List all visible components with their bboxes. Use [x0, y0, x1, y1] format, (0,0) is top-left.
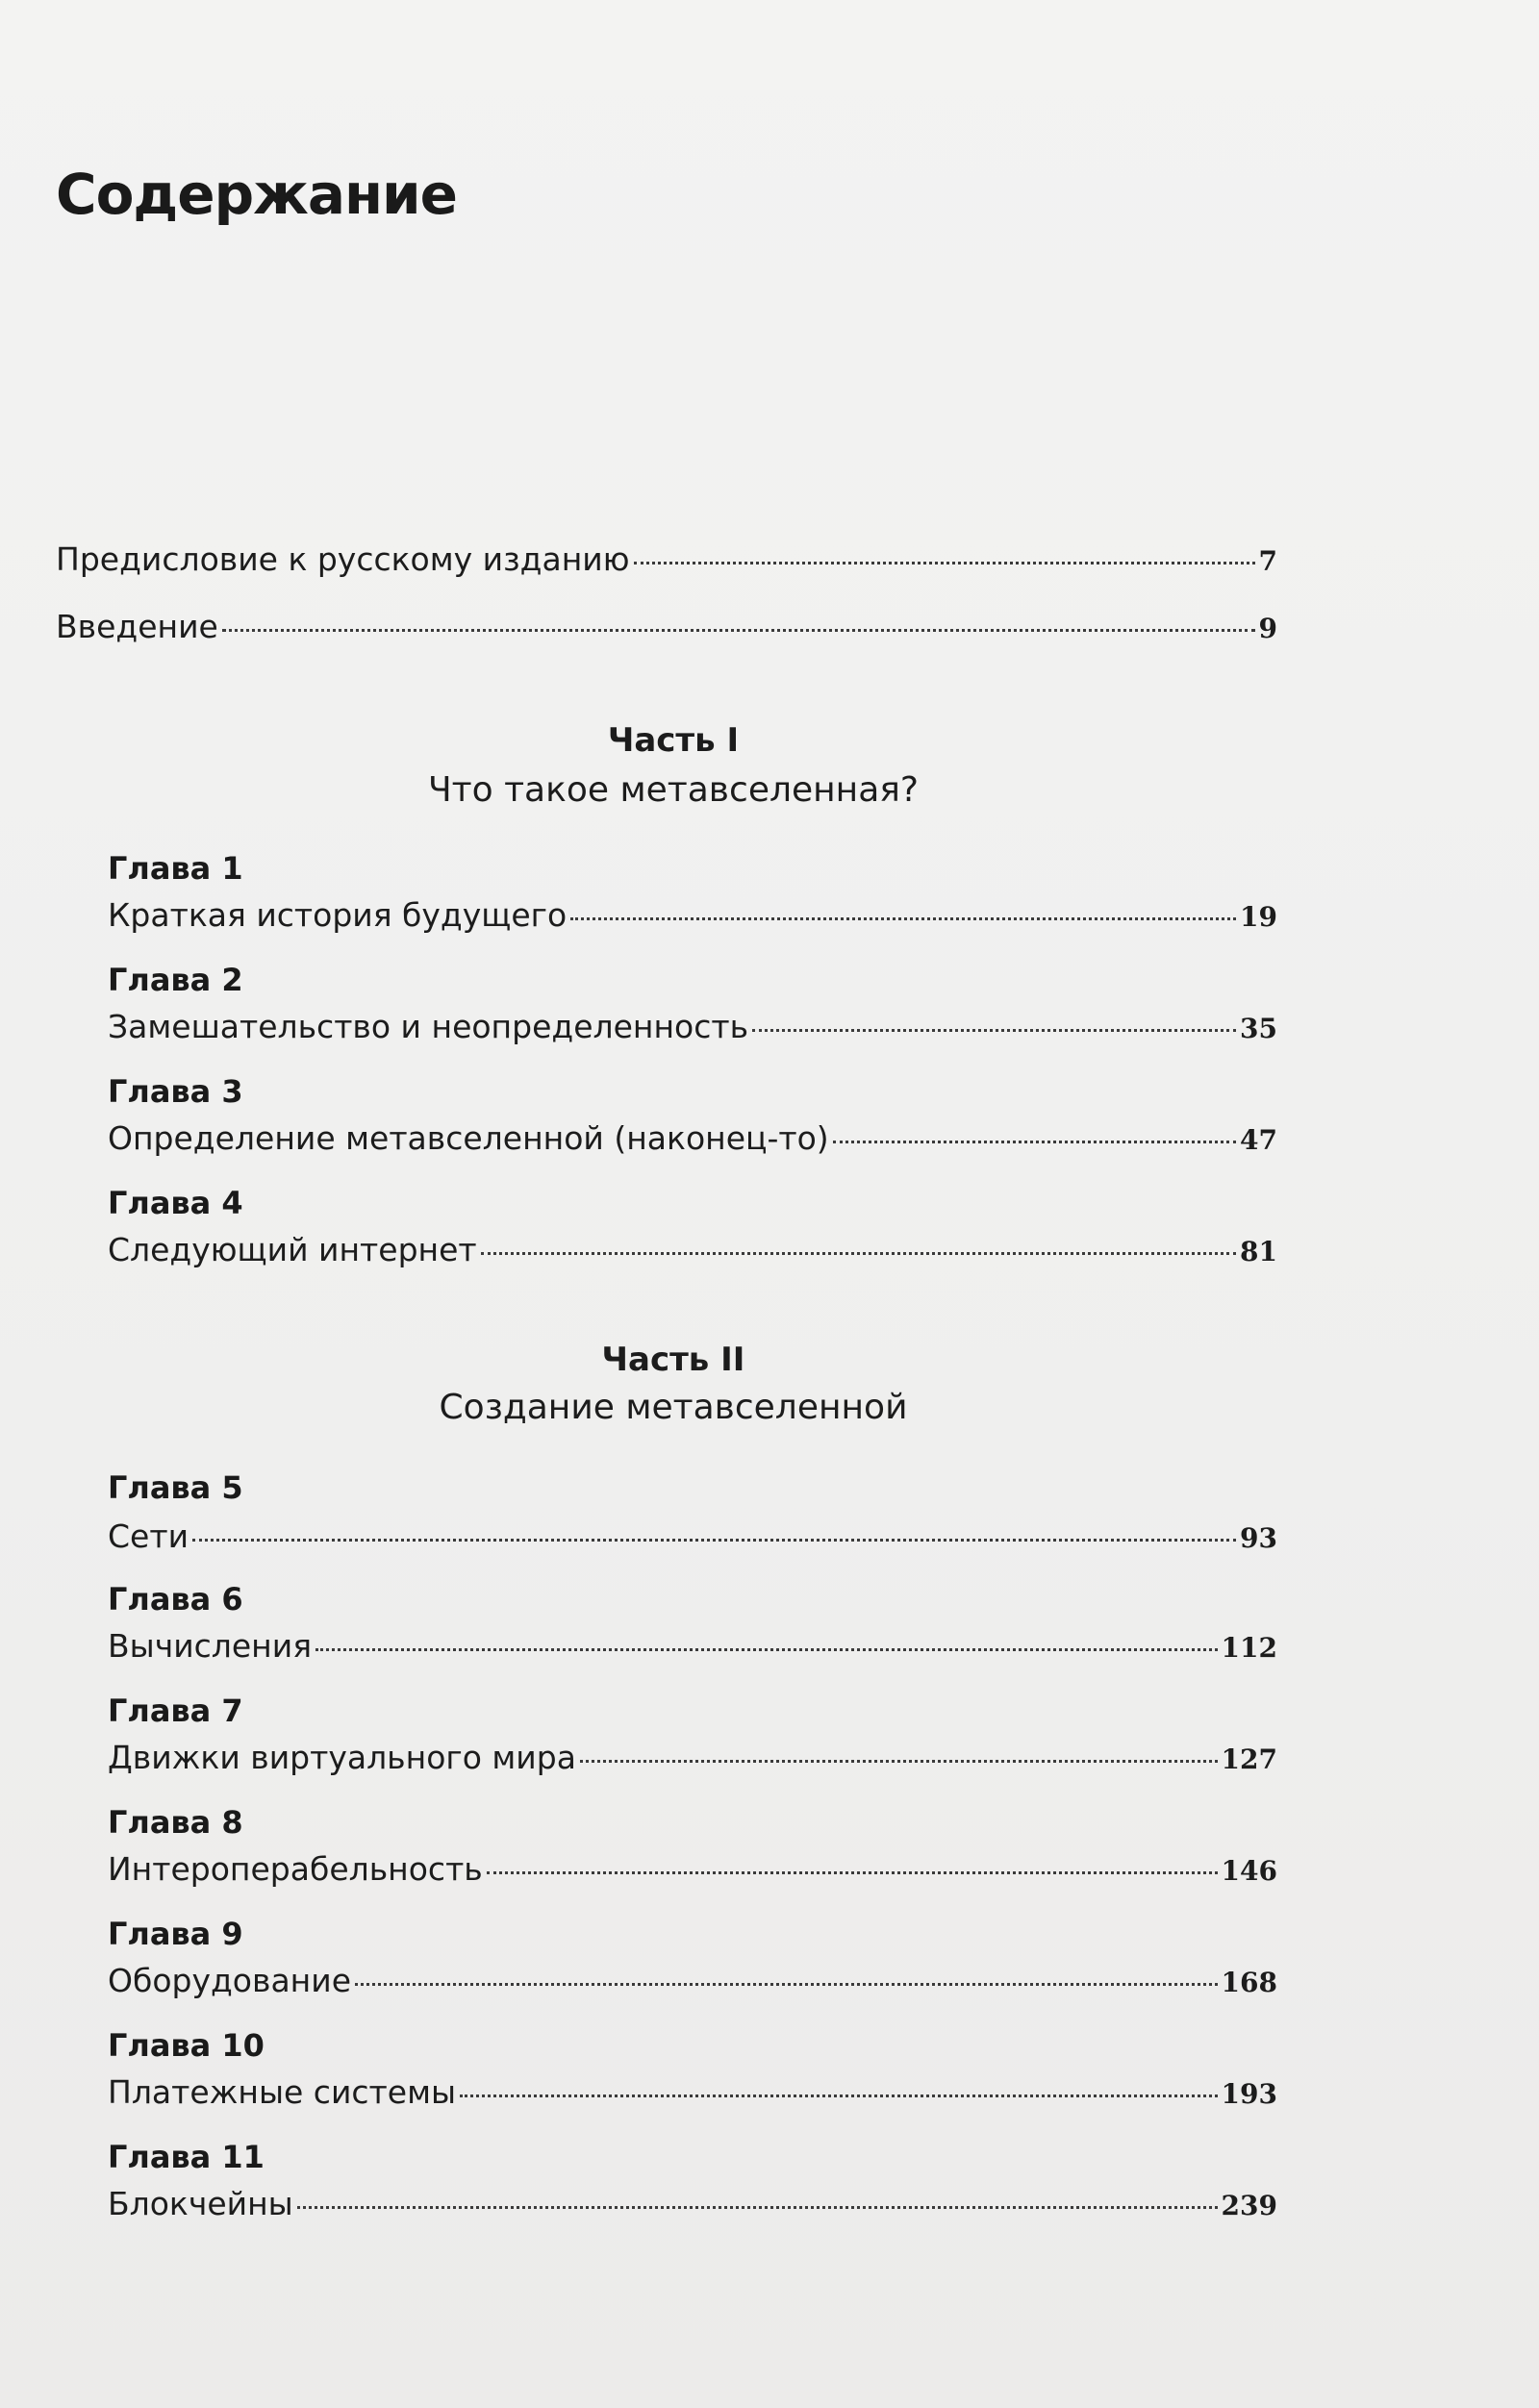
entry-title: Вычисления [108, 1627, 313, 1665]
entry-page-number: 127 [1221, 1743, 1277, 1775]
dot-leader [487, 1871, 1218, 1874]
toc-entry-chapter [108, 1850, 1277, 1891]
entry-page-number: 47 [1240, 1124, 1277, 1156]
entry-page-number: 7 [1258, 545, 1277, 577]
dot-leader [481, 1252, 1236, 1255]
entry-title: Замешательство и неопределенность [108, 1008, 749, 1045]
entry-title: Определение метавселенной (наконец-то) [108, 1119, 829, 1157]
entry-page-number: 168 [1221, 1967, 1277, 1998]
dot-leader [222, 629, 1255, 632]
toc-entry-chapter [108, 896, 1277, 937]
entry-page-number: 35 [1240, 1013, 1277, 1044]
entry-title: Предисловие к русскому изданию [56, 540, 630, 578]
dot-leader [297, 2206, 1218, 2209]
entry-title: Движки виртуального мира [108, 1739, 576, 1776]
toc-entry-chapter [108, 2185, 1277, 2225]
dot-leader [570, 917, 1236, 920]
entry-title: Краткая история будущего [108, 896, 568, 934]
toc-entry-chapter [108, 1231, 1277, 1271]
entry-title: Блокчейны [108, 2185, 293, 2222]
part-title: Что такое метавселенная? [427, 770, 920, 810]
entry-page-number: 193 [1221, 2078, 1277, 2110]
toc-entry-chapter [108, 1962, 1277, 2002]
chapter-heading: Глава 1 [108, 850, 243, 887]
toc-entry-introduction [56, 608, 1277, 648]
chapter-heading: Глава 10 [108, 2027, 265, 2064]
page-title: Содержание [56, 162, 458, 227]
dot-leader [192, 1539, 1236, 1542]
toc-entry-chapter [108, 1739, 1277, 1779]
entry-page-number: 19 [1240, 901, 1277, 933]
entry-title: Интероперабельность [108, 1850, 483, 1888]
entry-page-number: 81 [1240, 1236, 1277, 1267]
chapter-heading: Глава 6 [108, 1581, 243, 1618]
toc-entry-chapter [108, 1518, 1277, 1558]
dot-leader [752, 1029, 1236, 1032]
entry-title: Следующий интернет [108, 1231, 477, 1268]
chapter-heading: Глава 8 [108, 1804, 243, 1841]
dot-leader [355, 1983, 1218, 1986]
entry-page-number: 9 [1258, 613, 1277, 644]
part-label: Часть II [601, 1341, 745, 1379]
chapter-heading: Глава 9 [108, 1916, 243, 1952]
toc-entry-chapter [108, 1627, 1277, 1668]
part-label: Часть I [607, 721, 740, 760]
chapter-heading: Глава 4 [108, 1185, 243, 1221]
entry-page-number: 112 [1221, 1632, 1277, 1664]
toc-entry-chapter [108, 1008, 1277, 1048]
chapter-heading: Глава 2 [108, 962, 243, 998]
chapter-heading: Глава 11 [108, 2139, 265, 2175]
dot-leader [580, 1760, 1218, 1763]
dot-leader [833, 1141, 1236, 1143]
dot-leader [634, 562, 1255, 564]
dot-leader [315, 1648, 1217, 1651]
part-title: Создание метавселенной [439, 1388, 908, 1427]
entry-page-number: 239 [1221, 2190, 1277, 2221]
dot-leader [460, 2094, 1218, 2097]
chapter-heading: Глава 7 [108, 1693, 243, 1729]
toc-entry-chapter [108, 1119, 1277, 1160]
entry-title: Платежные системы [108, 2073, 457, 2111]
entry-title: Сети [108, 1518, 189, 1555]
entry-title: Оборудование [108, 1962, 351, 1999]
toc-entry-chapter [108, 2073, 1277, 2114]
entry-page-number: 146 [1221, 1855, 1277, 1887]
entry-page-number: 93 [1240, 1522, 1277, 1554]
toc-entry-preface [56, 540, 1277, 581]
chapter-heading: Глава 3 [108, 1073, 243, 1110]
entry-title: Введение [56, 608, 218, 645]
chapter-heading: Глава 5 [108, 1469, 243, 1506]
